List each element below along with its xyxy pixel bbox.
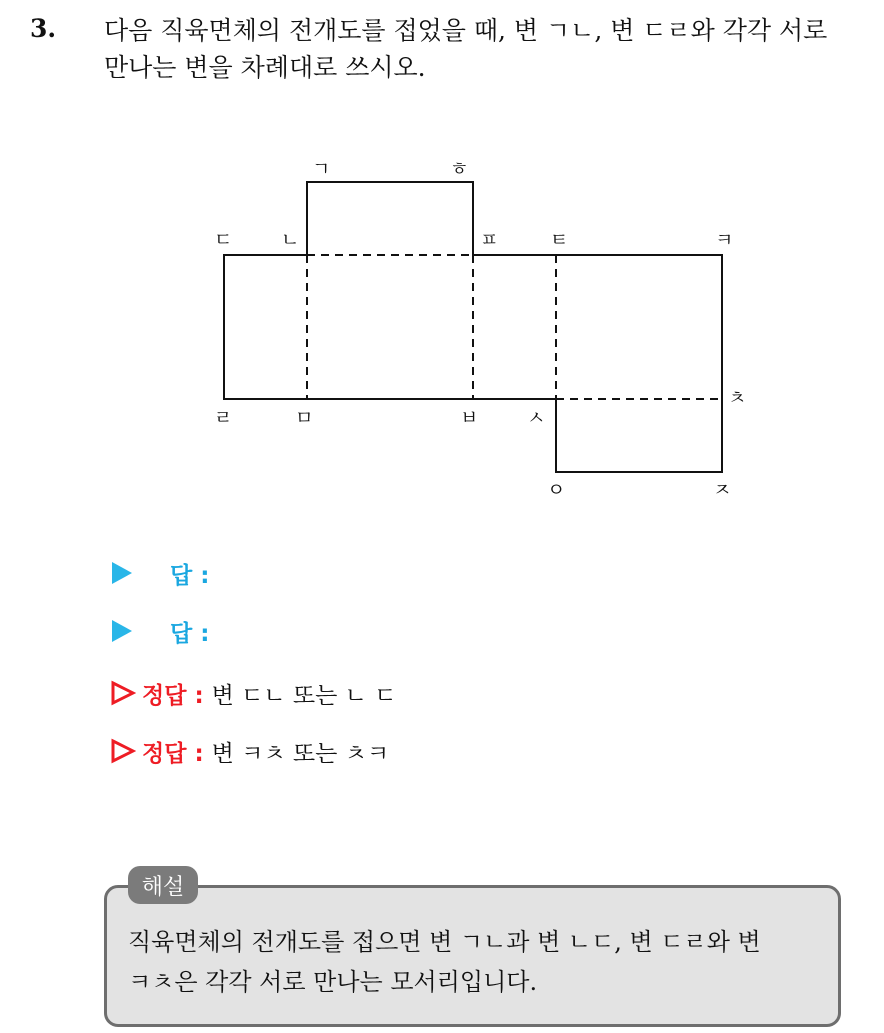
vertex-label-g: ㄱ <box>312 158 331 180</box>
vertex-label-o: ㅇ <box>547 479 566 501</box>
correct-answer-label: 정답 : <box>142 682 204 709</box>
net-left-face <box>224 255 307 399</box>
correct-answer-row-2 <box>110 734 389 768</box>
vertex-label-n: ㄴ <box>281 229 300 251</box>
explanation-tag: 해설 <box>128 866 198 904</box>
correct-answer-value: 변 ㄷㄴ 또는 ㄴ ㄷ <box>211 682 397 709</box>
question-line-1: 다음 직육면체의 전개도를 접었을 때, 변 ㄱㄴ, 변 ㄷㄹ와 각각 서로 <box>104 16 828 45</box>
vertex-label-m: ㅁ <box>295 407 314 429</box>
explanation-line-2: ㅋㅊ은 각각 서로 만나는 모서리입니다. <box>128 968 538 996</box>
answer-row-1[interactable] <box>110 556 209 590</box>
vertex-label-j: ㅈ <box>713 479 732 501</box>
vertex-label-k: ㅋ <box>715 229 734 251</box>
explanation-text <box>128 922 838 1002</box>
question-number: 3. <box>30 14 57 43</box>
correct-answer-value: 변 ㅋㅊ 또는 ㅊㅋ <box>211 740 390 767</box>
correct-answer-label: 정답 : <box>142 740 204 767</box>
answer-label: 답 : <box>170 620 210 647</box>
vertex-label-h: ㅎ <box>450 158 469 180</box>
vertex-label-b: ㅂ <box>460 407 479 429</box>
net-right-faces <box>473 255 722 472</box>
vertex-label-d: ㄷ <box>214 229 233 251</box>
explanation-line-1: 직육면체의 전개도를 접으면 변 ㄱㄴ과 변 ㄴㄷ, 변 ㄷㄹ와 변 <box>128 928 761 956</box>
answer-row-2[interactable] <box>110 614 209 648</box>
question-line-2: 만나는 변을 차례대로 쓰시오. <box>104 53 426 82</box>
answer-label: 답 : <box>170 562 210 589</box>
outlined-triangle-icon <box>110 680 136 706</box>
vertex-label-t: ㅌ <box>550 229 569 251</box>
vertex-label-r: ㄹ <box>214 407 233 429</box>
vertex-label-s: ㅅ <box>527 407 546 429</box>
vertex-label-p: ㅍ <box>480 229 499 251</box>
vertex-label-ch: ㅊ <box>728 387 747 409</box>
net-top-face <box>307 182 473 255</box>
outlined-triangle-icon <box>110 738 136 764</box>
correct-answer-row-1 <box>110 676 396 710</box>
play-triangle-icon <box>112 562 132 584</box>
play-triangle-icon <box>112 620 132 642</box>
